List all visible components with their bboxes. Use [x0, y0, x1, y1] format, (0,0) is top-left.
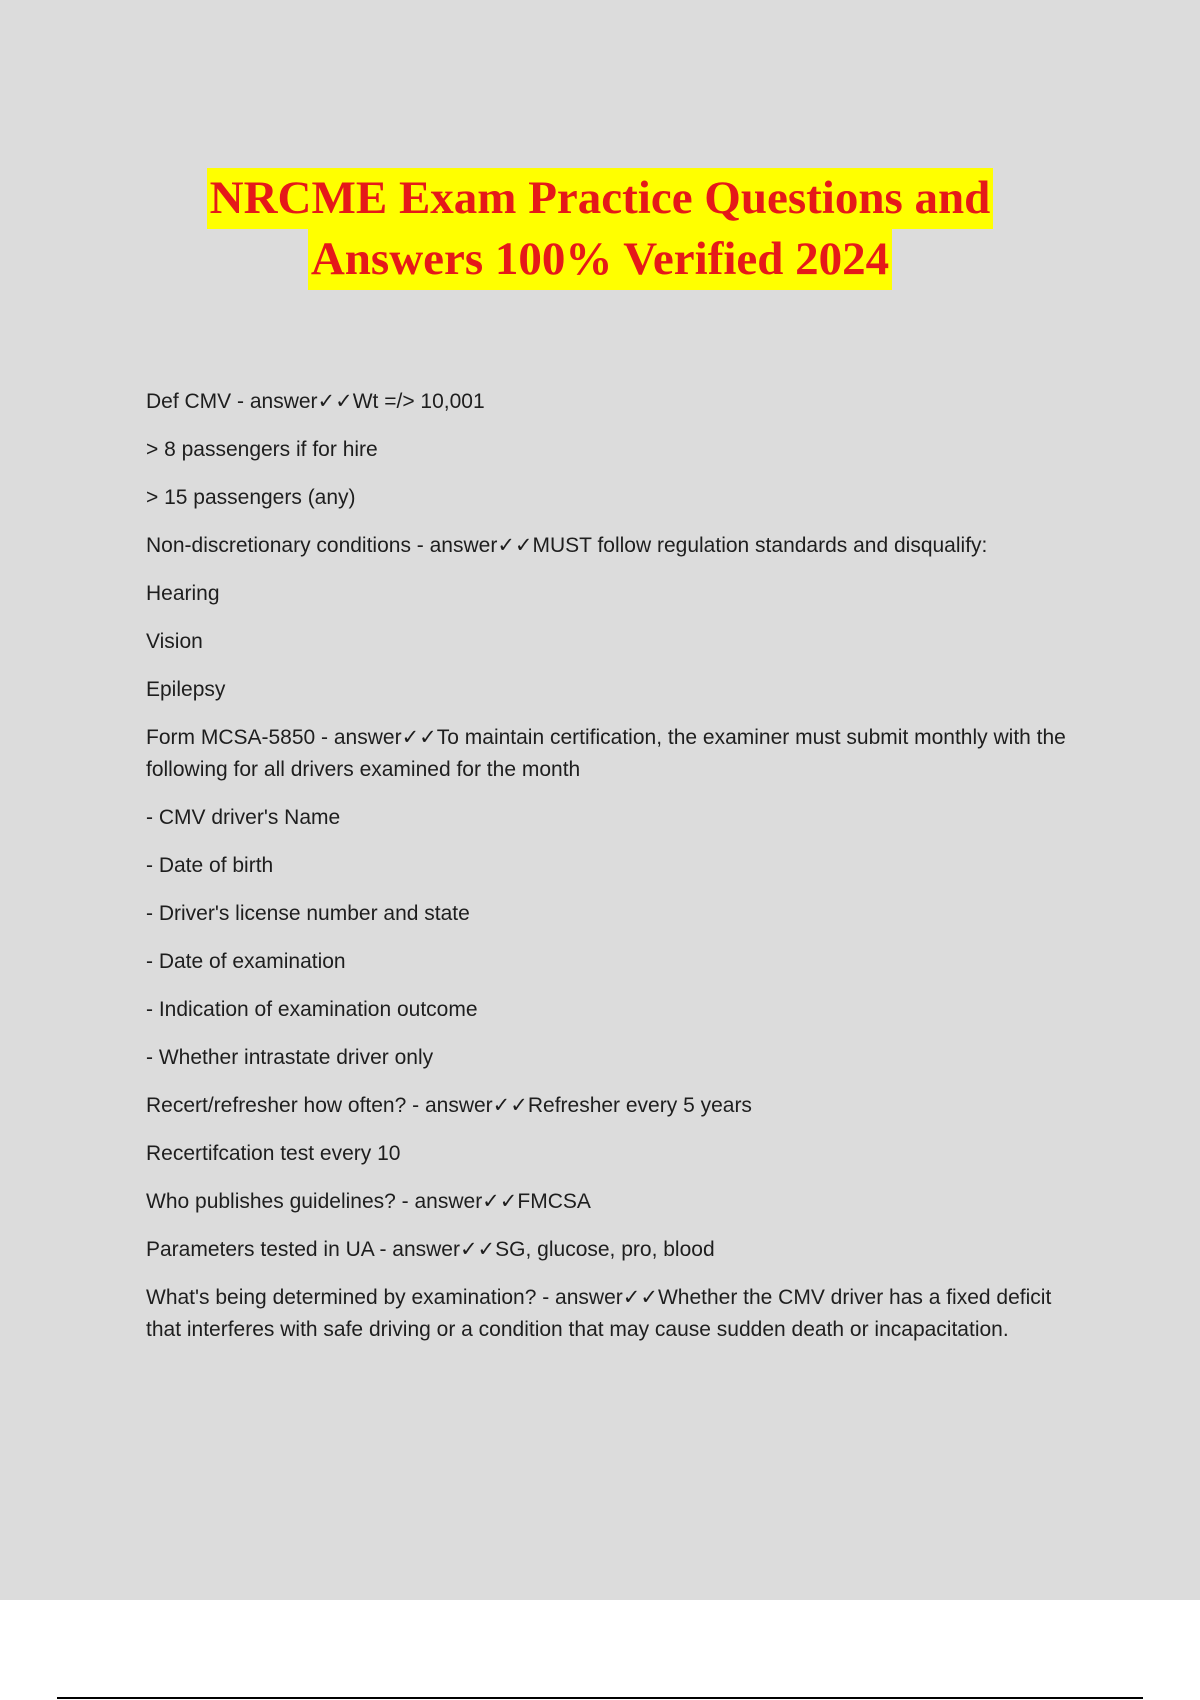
document-body — [146, 386, 1076, 1362]
document-title — [0, 168, 1200, 290]
paragraph-passengers-for-hire: > 8 passengers if for hire — [146, 438, 378, 461]
paragraph-vision: Vision — [146, 630, 203, 653]
list-item-date-of-birth: - Date of birth — [146, 854, 274, 877]
paragraph-recertification-test: Recertifcation test every 10 — [146, 1142, 401, 1165]
list-item-license-number: - Driver's license number and state — [146, 902, 470, 925]
title-line-1: NRCME Exam Practice Questions and — [207, 168, 994, 229]
list-item-intrastate-only: - Whether intrastate driver only — [146, 1046, 434, 1069]
paragraph-passengers-any: > 15 passengers (any) — [146, 486, 356, 509]
paragraph-ua-parameters: Parameters tested in UA - answer✓✓SG, glucose, pro, blood — [146, 1238, 715, 1261]
paragraph-hearing: Hearing — [146, 582, 220, 605]
paragraph-def-cmv: Def CMV - answer✓✓Wt =/> 10,001 — [146, 390, 485, 413]
paragraph-examination-purpose: What's being determined by examination? - answer✓✓Whether the CMV driver has a fixed deficit that interferes with safe driving or a condition that may cause sudden death or incapacitation. — [146, 1286, 1058, 1341]
list-item-driver-name: - CMV driver's Name — [146, 806, 341, 829]
paragraph-form-mcsa-5850: Form MCSA-5850 - answer✓✓To maintain certification, the examiner must submit monthly with the following for all drivers examined for the month — [146, 726, 1072, 781]
paragraph-guidelines-publisher: Who publishes guidelines? - answer✓✓FMCSA — [146, 1190, 591, 1213]
title-line-2: Answers 100% Verified 2024 — [308, 229, 892, 290]
paragraph-epilepsy: Epilepsy — [146, 678, 226, 701]
list-item-date-of-examination: - Date of examination — [146, 950, 346, 973]
list-item-examination-outcome: - Indication of examination outcome — [146, 998, 478, 1021]
paragraph-recert-refresher: Recert/refresher how often? - answer✓✓Refresher every 5 years — [146, 1094, 752, 1117]
page-divider — [57, 1697, 1143, 1699]
paragraph-non-discretionary: Non-discretionary conditions - answer✓✓MUST follow regulation standards and disqualify: — [146, 534, 988, 557]
